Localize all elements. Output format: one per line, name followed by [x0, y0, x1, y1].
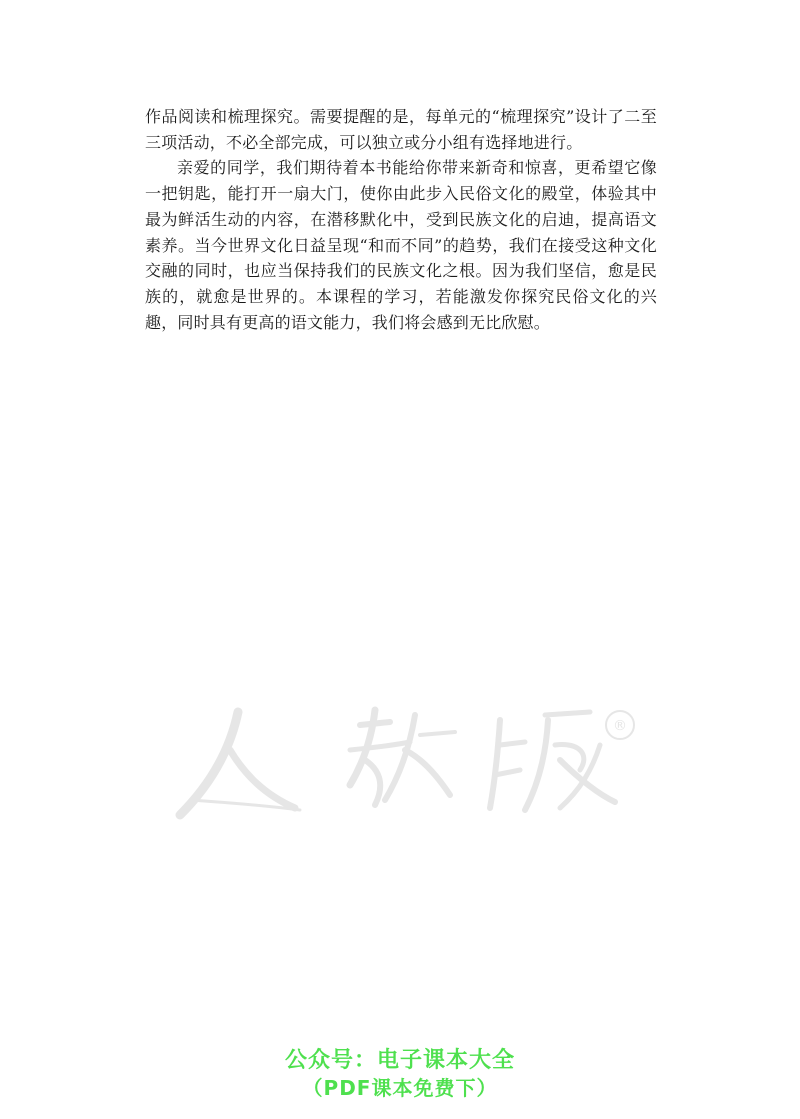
footer-source-line: 公众号：电子课本大全 [284, 1048, 515, 1073]
publisher-watermark-logo [160, 690, 640, 840]
registered-mark: ® [613, 718, 627, 734]
body-text [145, 104, 657, 335]
footer-note-line: （PDF课本免费下） [302, 1076, 498, 1100]
paragraph-closing: 亲爱的同学，我们期待着本书能给你带来新奇和惊喜，更希望它像一把钥匙，能打开一扇大门，使你由此步入民俗文化的殿堂，体验其中最为鲜活生动的内容，在潜移默化中，受到民族文化的启迪，提高语文素养。当今世界文化日益呈现“和而不同”的趋势，我们在接受这种文化交融的同时，也应当保持我们的民族文化之根。因为我们坚信，愈是民族的，就愈是世界的。本课程的学习，若能激发你探究民俗文化的兴趣，同时具有更高的语文能力，我们将会感到无比欣慰。 [145, 158, 657, 332]
paragraph-continuation: 作品阅读和梳理探究。需要提醒的是，每单元的“梳理探究”设计了二至三项活动，不必全部完成，可以独立或分小组有选择地进行。 [145, 107, 657, 152]
